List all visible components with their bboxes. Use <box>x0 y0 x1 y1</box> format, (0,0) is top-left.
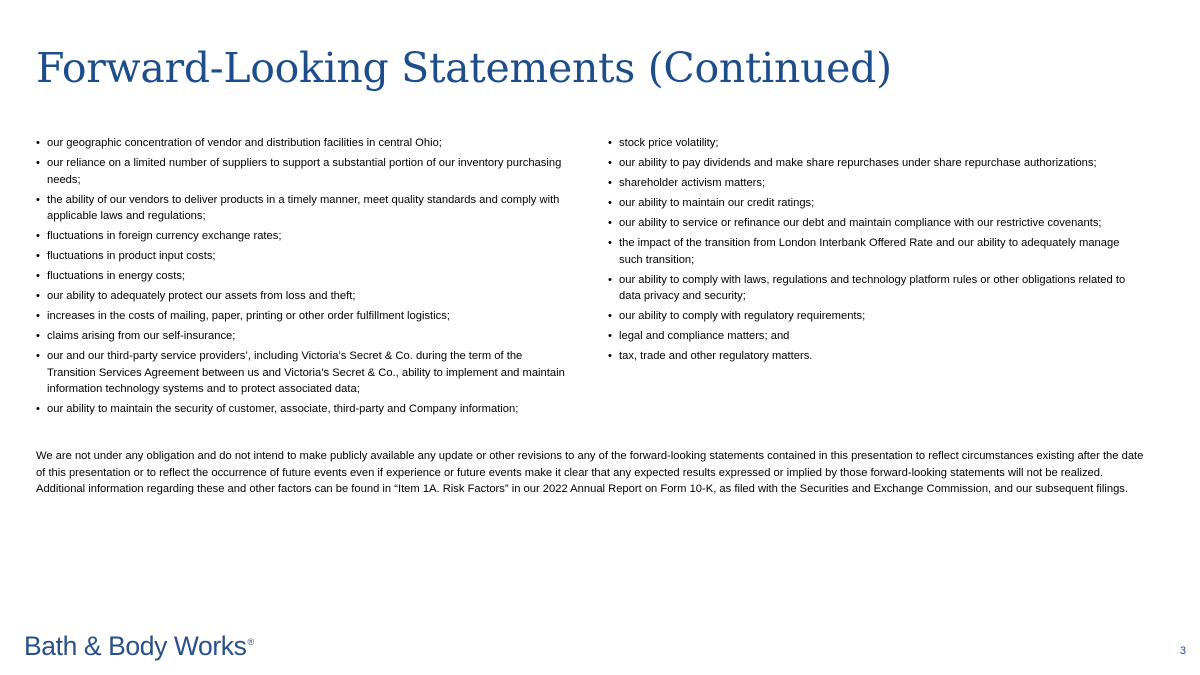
bullet-dot-icon: • <box>36 290 40 302</box>
bullet-item <box>36 228 568 245</box>
registered-mark: ® <box>247 637 254 647</box>
bullet-item <box>608 135 1136 152</box>
bullet-item <box>36 268 568 285</box>
bullet-dot-icon: • <box>608 217 612 229</box>
bullet-dot-icon: • <box>36 310 40 322</box>
slide-title: Forward-Looking Statements (Continued) <box>36 44 892 92</box>
bullet-text: our ability to maintain our credit ratings; <box>619 197 815 209</box>
bullet-dot-icon: • <box>608 177 612 189</box>
bullet-dot-icon: • <box>608 137 612 149</box>
bullet-text: fluctuations in product input costs; <box>47 250 216 262</box>
bullet-text: claims arising from our self-insurance; <box>47 330 236 342</box>
bullet-item <box>36 192 568 225</box>
bullet-dot-icon: • <box>608 310 612 322</box>
bullet-dot-icon: • <box>608 273 612 286</box>
bullet-text: stock price volatility; <box>619 137 719 149</box>
bullet-dot-icon: • <box>36 157 40 169</box>
bullet-item <box>608 215 1136 232</box>
bullet-item <box>608 155 1136 172</box>
bullet-dot-icon: • <box>36 230 40 242</box>
bullet-item <box>608 348 1136 365</box>
bullet-text: increases in the costs of mailing, paper, printing or other order fulfillment logistics; <box>47 310 450 322</box>
bullet-text: tax, trade and other regulatory matters. <box>619 350 813 362</box>
bullet-item <box>36 135 568 152</box>
bullet-text: fluctuations in energy costs; <box>47 270 186 282</box>
bullet-dot-icon: • <box>608 350 612 362</box>
bullet-dot-icon: • <box>608 237 612 249</box>
bullet-text: our ability to comply with regulatory requirements; <box>619 310 866 322</box>
bullet-text: our reliance on a limited number of suppliers to support a substantial portion of our inventory purchasing needs; <box>47 157 562 186</box>
bullet-text: our geographic concentration of vendor and distribution facilities in central Ohio; <box>47 137 442 149</box>
bullet-text: fluctuations in foreign currency exchange rates; <box>47 230 282 242</box>
bullet-dot-icon: • <box>36 403 40 415</box>
bullet-dot-icon: • <box>36 137 40 149</box>
bullet-text: our and our third-party service providers’, including Victoria’s Secret & Co. during the term of the Transition Services Agreement between us and Victoria’s Secret & Co., ability to implement and maintain information technology systems and to protect associated data; <box>47 350 565 395</box>
bullet-text: legal and compliance matters; and <box>619 330 790 342</box>
page-number: 3 <box>1179 645 1186 657</box>
bullet-dot-icon: • <box>608 330 612 342</box>
bullet-item <box>608 235 1136 268</box>
bullet-dot-icon: • <box>36 250 40 262</box>
logo-wordmark: Bath & Body Works <box>24 631 247 661</box>
bullet-text: our ability to service or refinance our debt and maintain compliance with our restrictive covenants; <box>619 217 1102 229</box>
bullet-item <box>608 272 1136 305</box>
bullet-item <box>36 308 568 325</box>
bullet-dot-icon: • <box>36 193 40 206</box>
bullet-text: shareholder activism matters; <box>619 177 766 189</box>
bath-and-body-works-logo <box>24 625 254 663</box>
bullet-item <box>36 248 568 265</box>
bullet-dot-icon: • <box>36 270 40 282</box>
bullet-dot-icon: • <box>36 330 40 342</box>
bullet-item <box>36 288 568 305</box>
bullet-text: our ability to maintain the security of customer, associate, third-party and Company information; <box>47 403 519 415</box>
bullet-item <box>608 308 1136 325</box>
bullet-text: our ability to adequately protect our assets from loss and theft; <box>47 290 356 302</box>
bullet-item <box>36 328 568 345</box>
bullet-item <box>608 328 1136 345</box>
right-bullet-list <box>608 135 1136 368</box>
bullet-dot-icon: • <box>36 350 40 362</box>
bullet-dot-icon: • <box>608 197 612 209</box>
bullet-text: the impact of the transition from London Interbank Offered Rate and our ability to adequately manage such transition; <box>619 237 1120 266</box>
disclaimer-paragraph: We are not under any obligation and do not intend to make publicly available any update or other revisions to any of the forward-looking statements contained in this presentation to reflect circumstances existing after the date of this presentation or to reflect the occurrence of future events even if experience or future events make it clear that any expected results expressed or implied by those forward-looking statements will not be realized. Additional information regarding these and other factors can be found in “Item 1A. Risk Factors” in our 2022 Annual Report on Form 10-K, as filed with the Securities and Exchange Commission, and our subsequent filings. <box>36 450 1144 495</box>
left-bullet-list <box>36 135 568 421</box>
bullet-item <box>608 195 1136 212</box>
bullet-text: our ability to comply with laws, regulations and technology platform rules or other obligations related to data privacy and security; <box>619 273 1126 302</box>
bullet-item <box>608 175 1136 192</box>
bullet-item <box>36 348 568 398</box>
bullet-item <box>36 155 568 188</box>
bullet-text: our ability to pay dividends and make share repurchases under share repurchase authorizations; <box>619 157 1097 169</box>
bullet-dot-icon: • <box>608 157 612 169</box>
bullet-text: the ability of our vendors to deliver products in a timely manner, meet quality standards and comply with applicable laws and regulations; <box>47 193 560 222</box>
bullet-item <box>36 401 568 418</box>
